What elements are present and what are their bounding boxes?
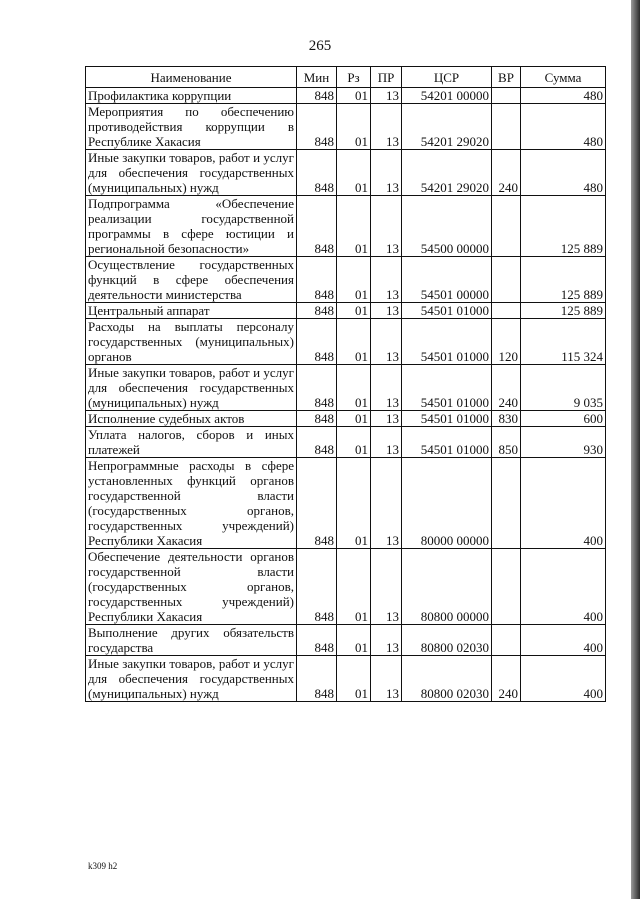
table-row	[86, 88, 606, 104]
cell-name: Центральный аппарат	[86, 303, 297, 319]
cell-rz: 01	[337, 549, 371, 625]
cell-csr: 54501 01000	[402, 411, 492, 427]
cell-vr: 830	[492, 411, 521, 427]
cell-vr	[492, 196, 521, 257]
cell-pr: 13	[371, 625, 402, 656]
cell-rz: 01	[337, 427, 371, 458]
cell-vr	[492, 257, 521, 303]
cell-vr	[492, 458, 521, 549]
table-header	[86, 67, 606, 88]
cell-sum: 400	[521, 458, 606, 549]
header-vr: ВР	[492, 67, 521, 88]
cell-rz: 01	[337, 319, 371, 365]
table-row	[86, 365, 606, 411]
cell-sum: 115 324	[521, 319, 606, 365]
cell-vr	[492, 303, 521, 319]
cell-min: 848	[297, 104, 337, 150]
cell-pr: 13	[371, 319, 402, 365]
cell-vr: 240	[492, 365, 521, 411]
cell-min: 848	[297, 411, 337, 427]
table-row	[86, 196, 606, 257]
cell-vr: 120	[492, 319, 521, 365]
cell-vr	[492, 104, 521, 150]
scan-edge-shadow	[631, 0, 640, 899]
cell-pr: 13	[371, 656, 402, 702]
cell-csr: 80800 02030	[402, 625, 492, 656]
header-pr: ПР	[371, 67, 402, 88]
header-min: Мин	[297, 67, 337, 88]
cell-name: Расходы на выплаты персоналу государственных (муниципальных) органов	[86, 319, 297, 365]
cell-csr: 54201 29020	[402, 150, 492, 196]
table-row	[86, 549, 606, 625]
cell-csr: 54501 00000	[402, 257, 492, 303]
cell-csr: 54501 01000	[402, 303, 492, 319]
cell-sum: 125 889	[521, 257, 606, 303]
cell-rz: 01	[337, 196, 371, 257]
cell-csr: 54501 01000	[402, 365, 492, 411]
cell-csr: 54201 00000	[402, 88, 492, 104]
cell-vr: 240	[492, 150, 521, 196]
cell-sum: 600	[521, 411, 606, 427]
cell-vr	[492, 549, 521, 625]
cell-pr: 13	[371, 150, 402, 196]
cell-vr: 240	[492, 656, 521, 702]
cell-name: Подпрограмма «Обеспечение реализации государственной программы в сфере юстиции и региональной безопасности»	[86, 196, 297, 257]
cell-rz: 01	[337, 303, 371, 319]
cell-min: 848	[297, 319, 337, 365]
table-row	[86, 257, 606, 303]
cell-name: Уплата налогов, сборов и иных платежей	[86, 427, 297, 458]
cell-min: 848	[297, 458, 337, 549]
table-row	[86, 319, 606, 365]
cell-pr: 13	[371, 303, 402, 319]
cell-min: 848	[297, 150, 337, 196]
cell-csr: 80000 00000	[402, 458, 492, 549]
cell-name: Непрограммные расходы в сфере установленных функций органов государственной власти (государственных органов, государственных учреждений) Республики Хакасия	[86, 458, 297, 549]
cell-name: Профилактика коррупции	[86, 88, 297, 104]
cell-min: 848	[297, 549, 337, 625]
cell-vr	[492, 625, 521, 656]
cell-pr: 13	[371, 88, 402, 104]
cell-sum: 480	[521, 150, 606, 196]
cell-vr: 850	[492, 427, 521, 458]
cell-rz: 01	[337, 365, 371, 411]
cell-csr: 54501 01000	[402, 427, 492, 458]
cell-sum: 400	[521, 656, 606, 702]
cell-pr: 13	[371, 365, 402, 411]
cell-name: Иные закупки товаров, работ и услуг для обеспечения государственных (муниципальных) нужд	[86, 365, 297, 411]
table-row	[86, 411, 606, 427]
cell-rz: 01	[337, 458, 371, 549]
table-row	[86, 625, 606, 656]
header-row	[86, 67, 606, 88]
cell-pr: 13	[371, 104, 402, 150]
header-csr: ЦСР	[402, 67, 492, 88]
cell-pr: 13	[371, 411, 402, 427]
cell-rz: 01	[337, 411, 371, 427]
cell-rz: 01	[337, 104, 371, 150]
table-row	[86, 656, 606, 702]
cell-rz: 01	[337, 257, 371, 303]
cell-name: Иные закупки товаров, работ и услуг для обеспечения государственных (муниципальных) нужд	[86, 150, 297, 196]
cell-name: Выполнение других обязательств государства	[86, 625, 297, 656]
cell-min: 848	[297, 365, 337, 411]
cell-csr: 54500 00000	[402, 196, 492, 257]
cell-sum: 125 889	[521, 196, 606, 257]
cell-rz: 01	[337, 88, 371, 104]
table-row	[86, 458, 606, 549]
cell-min: 848	[297, 257, 337, 303]
cell-pr: 13	[371, 257, 402, 303]
cell-rz: 01	[337, 625, 371, 656]
cell-rz: 01	[337, 656, 371, 702]
cell-csr: 54201 29020	[402, 104, 492, 150]
cell-name: Иные закупки товаров, работ и услуг для обеспечения государственных (муниципальных) нужд	[86, 656, 297, 702]
cell-csr: 80800 00000	[402, 549, 492, 625]
header-name: Наименование	[86, 67, 297, 88]
cell-sum: 480	[521, 88, 606, 104]
cell-csr: 54501 01000	[402, 319, 492, 365]
cell-sum: 125 889	[521, 303, 606, 319]
table-row	[86, 303, 606, 319]
footer-code: k309 h2	[88, 861, 118, 871]
header-sum: Сумма	[521, 67, 606, 88]
cell-name: Осуществление государственных функций в сфере обеспечения деятельности министерства	[86, 257, 297, 303]
cell-min: 848	[297, 656, 337, 702]
cell-sum: 480	[521, 104, 606, 150]
cell-name: Обеспечение деятельности органов государственной власти (государственных органов, государственных учреждений) Республики Хакасия	[86, 549, 297, 625]
cell-min: 848	[297, 427, 337, 458]
cell-rz: 01	[337, 150, 371, 196]
cell-sum: 400	[521, 549, 606, 625]
cell-csr: 80800 02030	[402, 656, 492, 702]
cell-pr: 13	[371, 427, 402, 458]
cell-sum: 400	[521, 625, 606, 656]
table-row	[86, 104, 606, 150]
cell-min: 848	[297, 625, 337, 656]
cell-sum: 9 035	[521, 365, 606, 411]
table-row	[86, 427, 606, 458]
cell-pr: 13	[371, 458, 402, 549]
cell-name: Исполнение судебных актов	[86, 411, 297, 427]
cell-min: 848	[297, 196, 337, 257]
table-row	[86, 150, 606, 196]
page-number: 265	[308, 38, 332, 54]
cell-vr	[492, 88, 521, 104]
cell-name: Мероприятия по обеспечению противодействия коррупции в Республике Хакасия	[86, 104, 297, 150]
cell-pr: 13	[371, 196, 402, 257]
table-body	[86, 88, 606, 702]
budget-table	[85, 66, 606, 702]
cell-min: 848	[297, 88, 337, 104]
cell-sum: 930	[521, 427, 606, 458]
cell-pr: 13	[371, 549, 402, 625]
header-rz: Рз	[337, 67, 371, 88]
cell-min: 848	[297, 303, 337, 319]
